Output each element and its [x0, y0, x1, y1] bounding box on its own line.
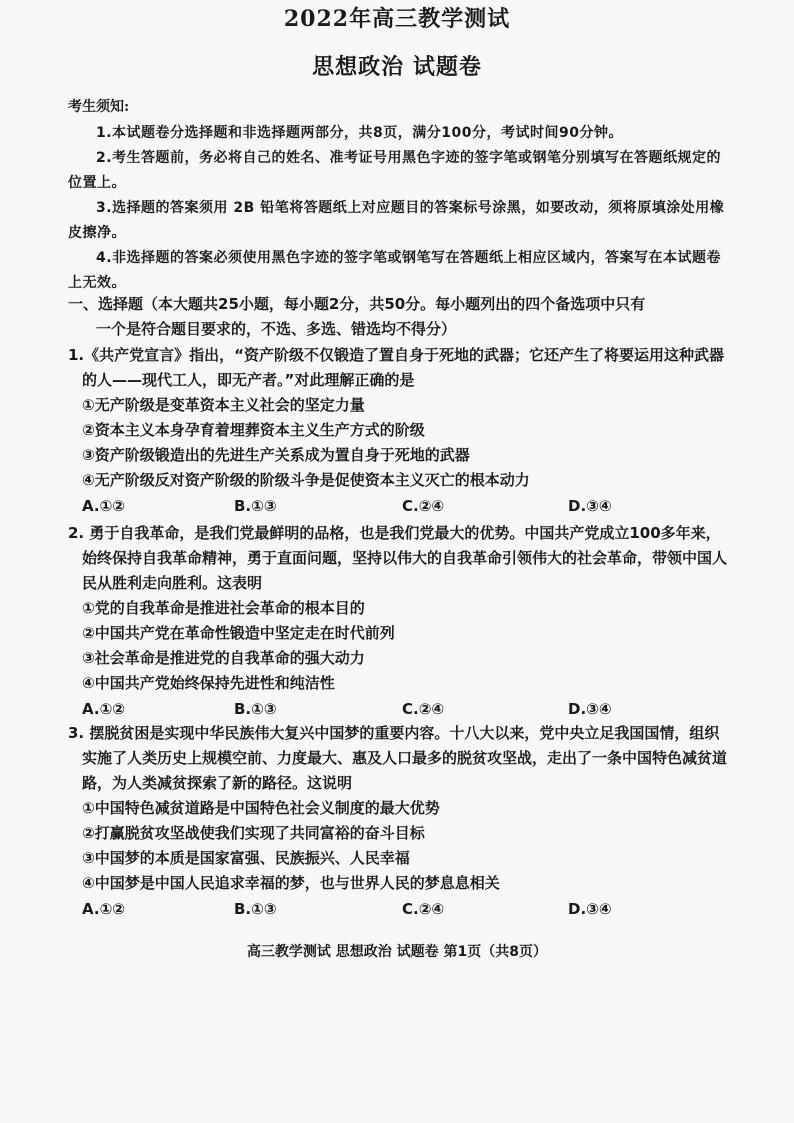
answer-options	[68, 494, 728, 519]
option-d: D.③④	[568, 700, 612, 718]
question-statement: ④无产阶级反对资产阶级的阶级斗争是促使资本主义灭亡的根本动力	[82, 471, 530, 489]
option-d: D.③④	[568, 900, 612, 918]
question-statement: ①无产阶级是变革资本主义社会的坚定力量	[82, 396, 365, 414]
question-2	[68, 521, 728, 722]
option-a: A.①②	[82, 497, 125, 515]
question-statement: ④中国共产党始终保持先进性和纯洁性	[82, 674, 335, 692]
question-statement: ①中国特色减贫道路是中国特色社会义制度的最大优势	[82, 799, 440, 817]
notice-item: 1.本试题卷分选择题和非选择题两部分，共8页，满分100分，考试时间90分钟。	[96, 125, 624, 141]
question-stem: 2. 勇于自我革命，是我们党最鲜明的品格，也是我们党最大的优势。中国共产党成立100多年来，始终保持自我革命精神，勇于直面问题，坚持以伟大的自我革命引领伟大的社会革命，带领中国人民从胜利走向胜利。这表明	[68, 524, 728, 592]
exam-title: 2022年高三教学测试	[283, 6, 511, 32]
notice-item: 4.非选择题的答案必须使用黑色字迹的签字笔或钢笔写在答题纸上相应区域内，答案写在本试题卷上无效。	[68, 250, 722, 291]
option-b: B.①③	[234, 700, 277, 718]
question-statement: ④中国梦是中国人民追求幸福的梦，也与世界人民的梦息息相关	[82, 874, 500, 892]
notice-heading: 考生须知:	[68, 99, 130, 115]
answer-options	[68, 697, 728, 722]
section-heading	[68, 292, 728, 342]
section-line: 一、选择题（本大题共25小题，每小题2分，共50分。每小题列出的四个备选项中只有	[68, 295, 646, 313]
option-d: D.③④	[568, 497, 612, 515]
page-footer: 高三教学测试 思想政治 试题卷 第1页（共8页）	[246, 944, 548, 960]
question-statement: ③社会革命是推进党的自我革命的强大动力	[82, 649, 365, 667]
answer-options	[68, 897, 728, 922]
option-b: B.①③	[234, 900, 277, 918]
notice-item: 3.选择题的答案须用 2B 铅笔将答题纸上对应题目的答案标号涂黑，如要改动，须将原填涂处用橡皮擦净。	[68, 200, 725, 241]
question-statement: ①党的自我革命是推进社会革命的根本目的	[82, 599, 365, 617]
option-b: B.①③	[234, 497, 277, 515]
candidate-notice	[68, 97, 728, 296]
question-stem: 1.《共产党宣言》指出，“资产阶级不仅锻造了置自身于死地的武器；它还产生了将要运用这种武器的人——现代工人，即无产者。”对此理解正确的是	[68, 346, 724, 389]
question-statement: ②资本主义本身孕育着埋葬资本主义生产方式的阶级	[82, 421, 425, 439]
section-line: 一个是符合题目要求的，不选、多选、错选均不得分）	[96, 320, 457, 338]
question-statement: ③资产阶级锻造出的先进生产关系成为置自身于死地的武器	[82, 446, 470, 464]
question-statement: ②打赢脱贫攻坚战使我们实现了共同富裕的奋斗目标	[82, 824, 425, 842]
question-1	[68, 343, 728, 519]
option-c: C.②④	[402, 497, 445, 515]
question-stem: 3. 摆脱贫困是实现中华民族伟大复兴中国梦的重要内容。十八大以来，党中央立足我国国情，组织实施了人类历史上规模空前、力度最大、惠及人口最多的脱贫攻坚战，走出了一条中国特色减贫道路，为人类减贫探索了新的路径。这说明	[68, 724, 728, 792]
exam-subtitle: 思想政治 试题卷	[312, 54, 482, 80]
option-c: C.②④	[402, 700, 445, 718]
question-3	[68, 721, 728, 922]
option-a: A.①②	[82, 900, 125, 918]
question-statement: ③中国梦的本质是国家富强、民族振兴、人民幸福	[82, 849, 410, 867]
option-a: A.①②	[82, 700, 125, 718]
notice-item: 2.考生答题前，务必将自己的姓名、准考证号用黑色字迹的签字笔或钢笔分别填写在答题纸规定的位置上。	[68, 150, 722, 191]
question-statement: ②中国共产党在革命性锻造中坚定走在时代前列	[82, 624, 395, 642]
option-c: C.②④	[402, 900, 445, 918]
